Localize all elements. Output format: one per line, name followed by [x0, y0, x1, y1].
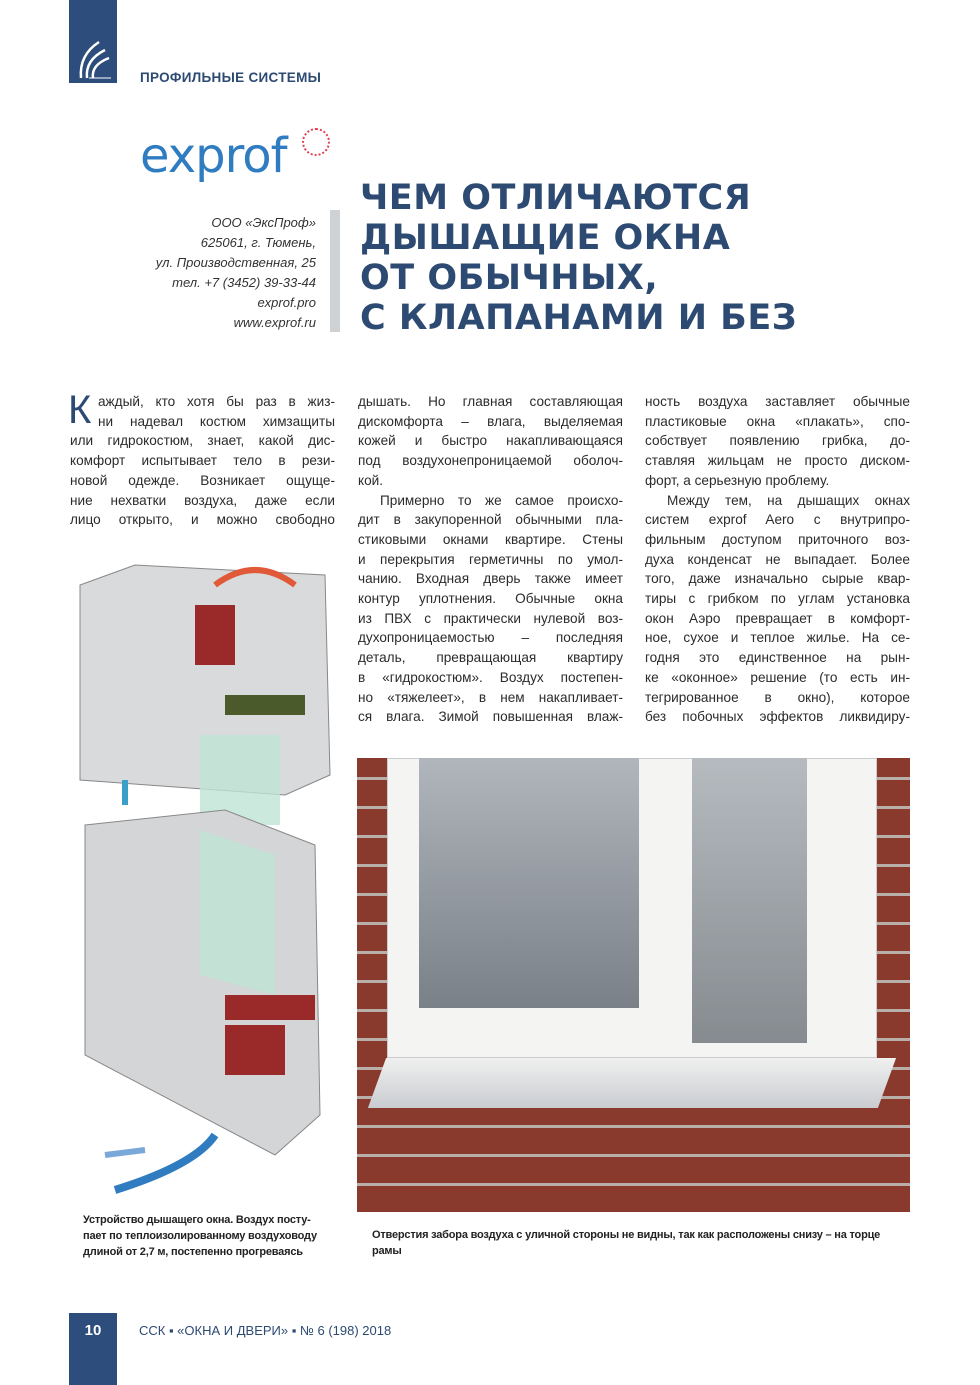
website-ru[interactable]: www.exprof.ru	[233, 315, 316, 330]
text-line: форт, а серьезную проблему.	[645, 472, 830, 488]
website-pro[interactable]: exprof.pro	[257, 295, 316, 310]
text-line: ние нехватки воздуха, даже если	[70, 492, 335, 508]
company-address	[156, 213, 316, 333]
text-line: тиры с грибком по углам установка	[645, 591, 910, 607]
text-line: но «тяжелеет», в нем накапливает-	[358, 689, 623, 705]
title-line: С КЛАПАНАМИ И БЕЗ	[360, 298, 798, 338]
text-line: кой.	[358, 472, 384, 488]
text-line: систем exprof Aero с внутрипро-	[645, 512, 910, 528]
text-line: стиковыми окнами квартире. Стены	[358, 531, 623, 547]
text-line: или гидрокостюм, знает, какой дис-	[70, 433, 335, 449]
title-line: ОТ ОБЫЧНЫХ,	[360, 258, 659, 298]
article-title	[360, 178, 797, 338]
window-glass-left	[419, 758, 639, 1008]
text-line: новой одежде. Возникает ощуще-	[70, 472, 335, 488]
text-line: в «гидрокостюм». Воздух постепен-	[358, 669, 623, 685]
text-line: и перекрытия герметичны по умол-	[358, 551, 623, 567]
text-line: собствует появлению грибка, до-	[645, 433, 910, 449]
header-logo-block	[69, 0, 117, 83]
text-line: аждый, кто хотя бы раз в жиз-	[98, 394, 335, 409]
logo-sun-icon	[302, 128, 330, 156]
phone: тел. +7 (3452) 39-33-44	[172, 275, 316, 290]
text-line: ся влага. Зимой повышенная влаж-	[358, 709, 623, 725]
text-line: чанию. Входная дверь также имеет	[358, 571, 623, 587]
divider-bar	[330, 210, 340, 332]
photo-caption: Отверстия забора воздуха с уличной стороны не видны, так как расположены снизу – на торце рамы	[372, 1229, 881, 1257]
address-street: ул. Производственная, 25	[155, 255, 316, 270]
text-line: комфорт испытывает тело в рези-	[70, 453, 335, 469]
text-line: ность воздуха заставляет обычные	[645, 394, 910, 409]
text-line: дит в закупоренной обычными пла-	[358, 512, 623, 528]
address-city: 625061, г. Тюмень,	[200, 235, 316, 250]
window-photo	[357, 758, 910, 1212]
text-line: тегрированное в окно), которое	[645, 689, 910, 705]
text-line: того, даже изначально сырые квар-	[645, 571, 910, 587]
text-line: ставляя жильцам не просто диском-	[645, 453, 910, 469]
text-line: Между тем, на дышащих окнах	[667, 492, 910, 508]
article-column-2	[358, 392, 623, 727]
magazine-logo-icon	[69, 0, 117, 83]
title-line: ДЫШАЩИЕ ОКНА	[360, 218, 731, 258]
title-line: ЧЕМ ОТЛИЧАЮТСЯ	[360, 178, 752, 218]
window-profile-diagram	[75, 555, 337, 1200]
exprof-logo: exprof	[140, 128, 287, 184]
text-line: из ПВХ с практически нулевой воз-	[358, 610, 623, 626]
text-line: окон Аэро превращает в комфорт-	[645, 610, 910, 626]
article-column-1	[68, 388, 335, 530]
company-name: ООО «ЭксПроф»	[211, 215, 316, 230]
diagram-caption: Устройство дышащего окна. Воздух посту-пает по теплоизолированному воздуховоду длиной от 2,7 м, постепенно прогреваясь	[83, 1214, 317, 1258]
text-line: фильным доступом приточного воз-	[645, 531, 910, 547]
text-line: контур уплотнения. Обычные окна	[358, 591, 623, 607]
text-line: деталь, превращающая квартиру	[358, 650, 623, 666]
publication-info: ССК ▪ «ОКНА И ДВЕРИ» ▪ № 6 (198) 2018	[139, 1323, 392, 1338]
text-line: духопроницаемостью – последняя	[358, 630, 623, 646]
text-line: ни надевал костюм химзащиты	[98, 413, 335, 429]
text-line: лицо открыто, и можно свободно	[70, 512, 335, 528]
text-line: годня это единственное на рын-	[645, 650, 910, 666]
text-line: дышать. Но главная составляющая	[358, 394, 623, 409]
text-line: Примерно то же самое происхо-	[380, 492, 623, 508]
article-column-3	[645, 392, 910, 727]
text-line: ное, сухое и теплое жилье. На се-	[645, 630, 910, 646]
text-line: пластиковые окна «плакать», спо-	[645, 413, 910, 429]
drop-cap: К	[68, 388, 92, 432]
text-line: дискомфорта – влага, выделяемая	[358, 413, 623, 429]
window-sill	[368, 1058, 896, 1108]
page-number: 10	[69, 1313, 117, 1385]
text-line: кожей и быстро накапливающаяся	[358, 433, 623, 449]
text-line: духа конденсат не выпадает. Более	[645, 551, 910, 567]
text-line: ке «оконное» решение (то есть ин-	[645, 669, 910, 685]
text-line: без побочных эффектов ликвидиру-	[645, 709, 910, 725]
section-label: ПРОФИЛЬНЫЕ СИСТЕМЫ	[140, 70, 322, 85]
window-glass-right	[692, 758, 807, 1043]
text-line: под воздухонепроницаемой оболоч-	[358, 453, 623, 469]
